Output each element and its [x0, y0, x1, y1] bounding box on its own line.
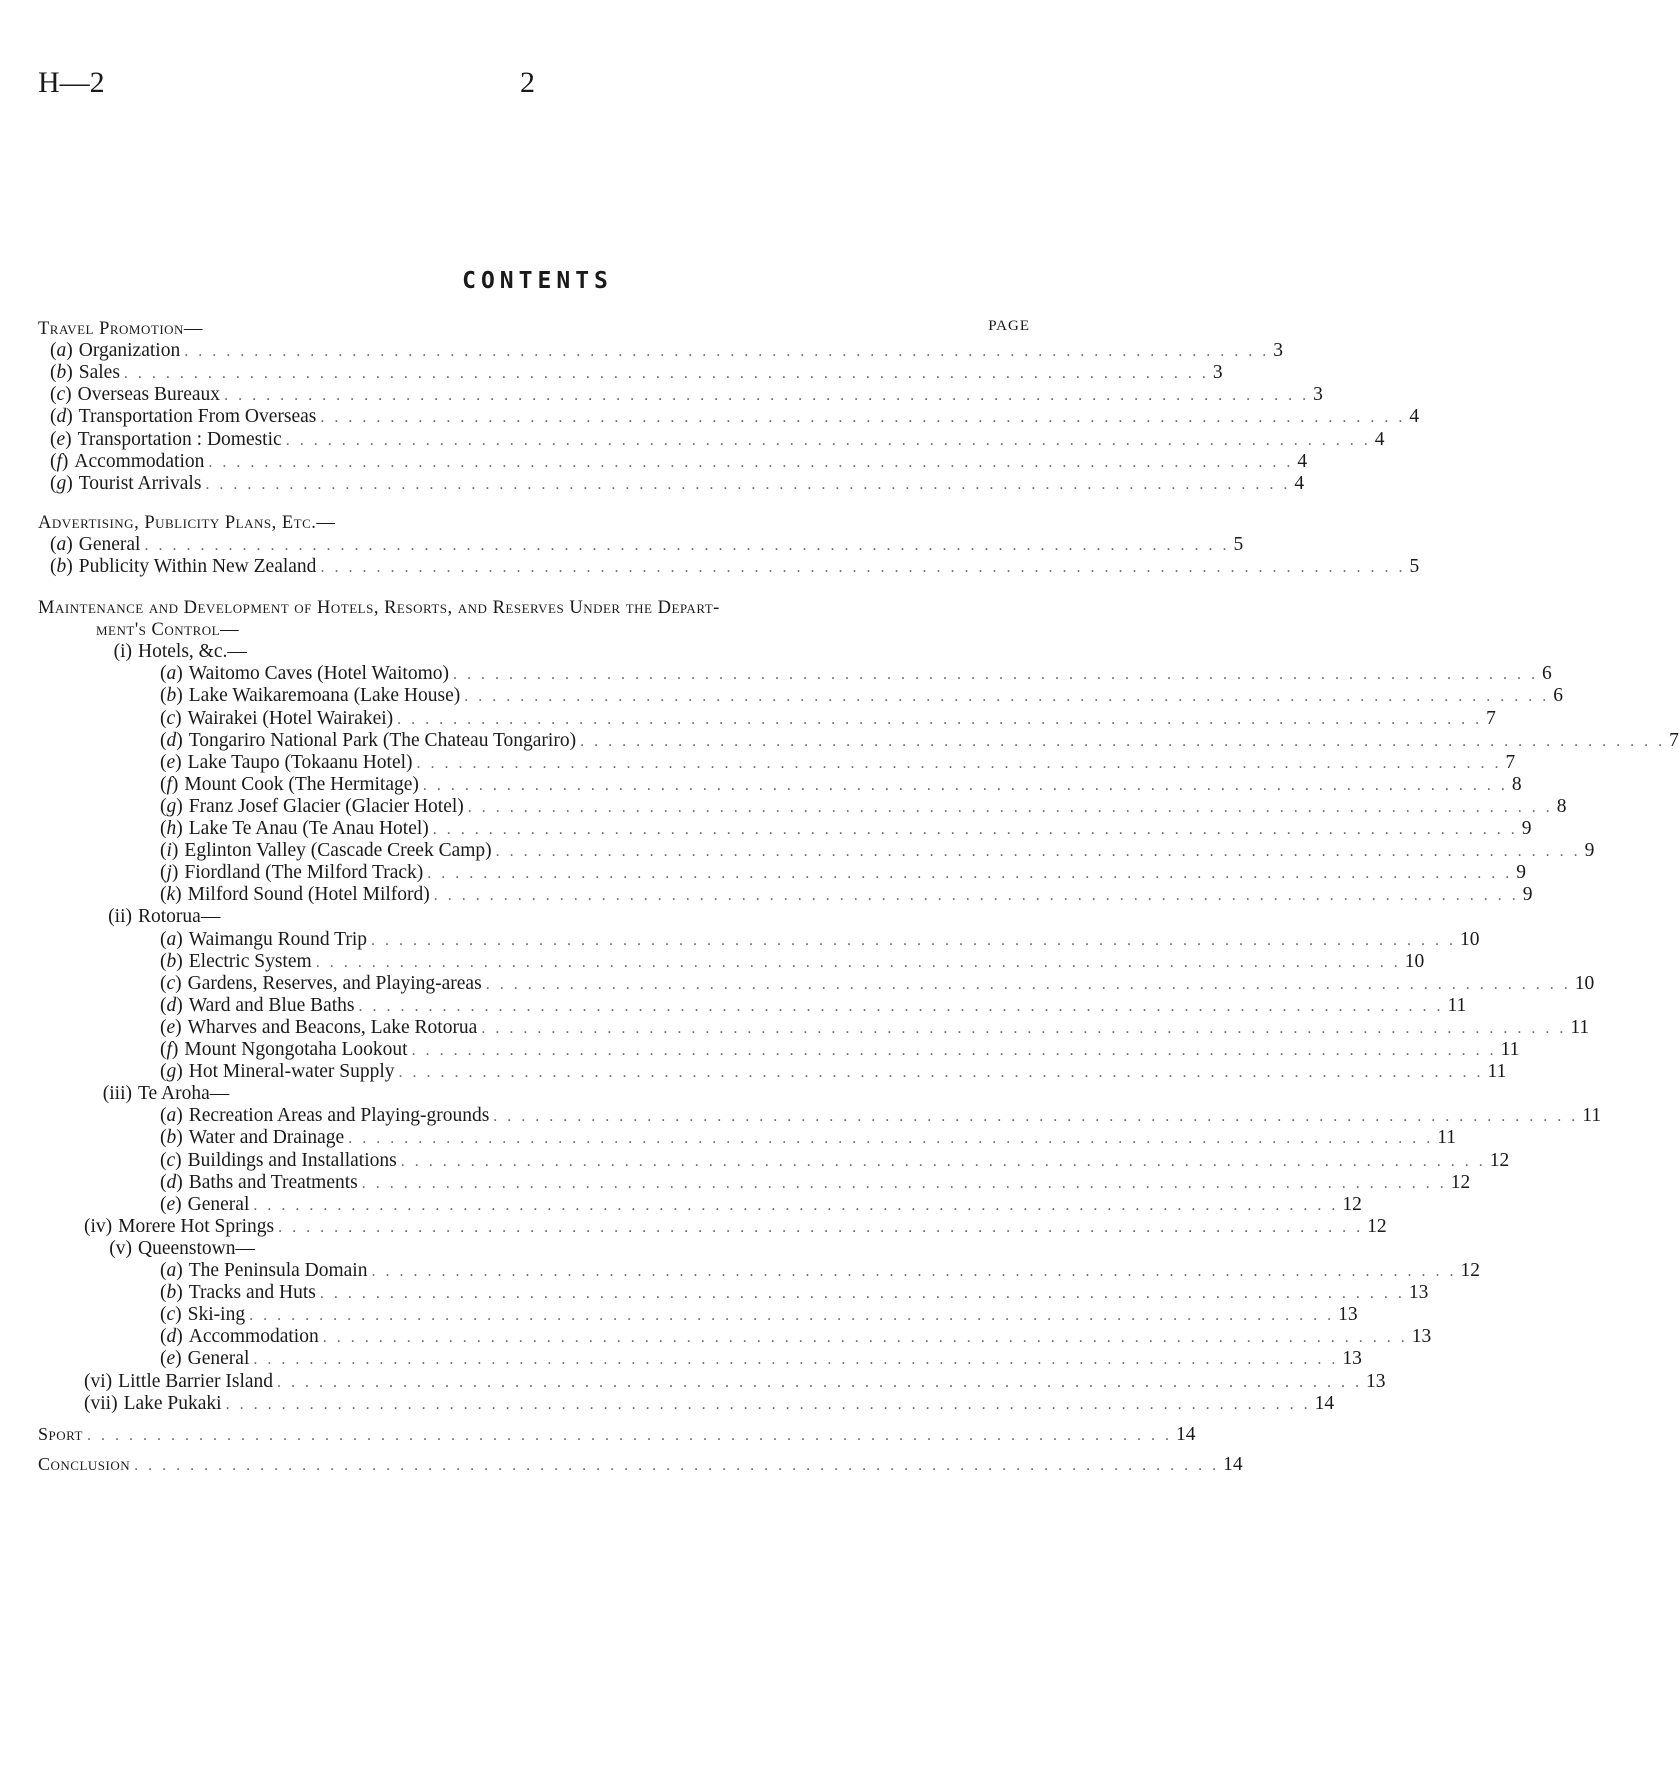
- group-numeral: (i): [113, 641, 132, 663]
- toc-entry: [160, 1260, 1480, 1282]
- entry-letter: (a): [160, 1105, 183, 1127]
- entry-label: Lake Te Anau (Te Anau Hotel): [188, 818, 429, 839]
- entry-label: Transportation : Domestic: [77, 428, 282, 450]
- entry-letter: (a): [50, 534, 73, 556]
- toc-entry: [160, 884, 1533, 906]
- toc-group: [84, 1083, 1032, 1105]
- group-numeral: (vii): [84, 1392, 118, 1414]
- entry-letter: (b): [50, 362, 73, 384]
- entry-letter: (b): [160, 950, 183, 972]
- entry-label: Lake Waikaremoana (Lake House): [188, 685, 461, 707]
- leader-dots: . . . . . . . . . . . . . . . . . . . . . . . . . . . . . . . . . . . . . . . . . . . . . . . . . . . . . . . . . . . . . . . . . . . . . . . . . . . . . .: [225, 1395, 1311, 1413]
- leader-dots: . . . . . . . . . . . . . . . . . . . . . . . . . . . . . . . . . . . . . . . . . . . . . . . . . . . . . . . . . . . . . . . . . . . . . . . . . . . . . .: [411, 1042, 1497, 1059]
- leader-dots: . . . . . . . . . . . . . . . . . . . . . . . . . . . . . . . . . . . . . . . . . . . . . . . . . . . . . . . . . . . . . . . . . . . . . . . . . . . . . .: [134, 1456, 1220, 1474]
- entry-page-number: 10: [1460, 928, 1480, 950]
- entry-label: Conclusion: [38, 1453, 131, 1474]
- entry-label: Sport: [38, 1423, 83, 1444]
- entry-label: Tongariro National Park (The Chateau Tongariro): [188, 729, 577, 751]
- toc-group: [84, 1370, 1386, 1393]
- entry-label: Gardens, Reserves, and Playing-areas: [187, 972, 482, 994]
- entry-label: Water and Drainage: [188, 1127, 345, 1149]
- section-heading-maintenance: [38, 597, 720, 641]
- entry-letter: (g): [50, 472, 73, 494]
- entry-page-number: 4: [1297, 450, 1308, 472]
- toc-entry: [160, 1193, 1362, 1216]
- leader-dots: . . . . . . . . . . . . . . . . . . . . . . . . . . . . . . . . . . . . . . . . . . . . . . . . . . . . . . . . . . . . . . . . . . . . . . . . . . . . . .: [285, 431, 1371, 449]
- toc-entry: [160, 795, 1567, 818]
- leader-dots: . . . . . . . . . . . . . . . . . . . . . . . . . . . . . . . . . . . . . . . . . . . . . . . . . . . . . . . . . . . . . . . . . . . . . . . . . . . . . .: [358, 997, 1444, 1015]
- entry-label: Lake Taupo (Tokaanu Hotel): [187, 751, 413, 773]
- entry-page-number: 3: [1273, 340, 1283, 362]
- entry-label: Transportation From Overseas: [78, 406, 317, 428]
- toc-group: [84, 1215, 1387, 1238]
- leader-dots: . . . . . . . . . . . . . . . . . . . . . . . . . . . . . . . . . . . . . . . . . . . . . . . . . . . . . . . . . . . . . . . . . . . . . . . . . . . . . .: [453, 666, 1538, 684]
- entry-page-number: 7: [1486, 707, 1496, 729]
- leader-dots: . . . . . . . . . . . . . . . . . . . . . . . . . . . . . . . . . . . . . . . . . . . . . . . . . . . . . . . . . . . . . . . . . . . . . . . . . . . . . .: [123, 365, 1209, 383]
- toc-entry-sport: [38, 1423, 1196, 1445]
- leader-dots: . . . . . . . . . . . . . . . . . . . . . . . . . . . . . . . . . . . . . . . . . . . . . . . . . . . . . . . . . . . . . . . . . . . . . . . . . . . . . .: [278, 1218, 1364, 1236]
- leader-dots: . . . . . . . . . . . . . . . . . . . . . . . . . . . . . . . . . . . . . . . . . . . . . . . . . . . . . . . . . . . . . . . . . . . . . . . . . . . . . .: [86, 1426, 1172, 1444]
- toc-entry: [160, 663, 1552, 685]
- entry-label: Organization: [78, 340, 181, 362]
- entry-page-number: 9: [1522, 884, 1533, 906]
- entry-letter: (a): [160, 928, 183, 950]
- entry-letter: (c): [50, 384, 72, 406]
- leader-dots: . . . . . . . . . . . . . . . . . . . . . . . . . . . . . . . . . . . . . . . . . . . . . . . . . . . . . . . . . . . . . . . . . . . . . . . . . . . . . .: [493, 1108, 1579, 1126]
- entry-page-number: 4: [1374, 428, 1385, 450]
- leader-dots: . . . . . . . . . . . . . . . . . . . . . . . . . . . . . . . . . . . . . . . . . . . . . . . . . . . . . . . . . . . . . . . . . . . . . . . . . . . . . .: [224, 387, 1310, 405]
- section-heading-travel-promotion: Travel Promotion—: [38, 319, 203, 339]
- entry-label: Mount Ngongotaha Lookout: [184, 1039, 408, 1060]
- entry-label: Wharves and Beacons, Lake Rotorua: [187, 1016, 478, 1038]
- leader-dots: . . . . . . . . . . . . . . . . . . . . . . . . . . . . . . . . . . . . . . . . . . . . . . . . . . . . . . . . . . . . . . . . . . . . . . . . . . . . . .: [277, 1373, 1363, 1391]
- page-column-label: PAGE: [988, 318, 1030, 334]
- leader-dots: . . . . . . . . . . . . . . . . . . . . . . . . . . . . . . . . . . . . . . . . . . . . . . . . . . . . . . . . . . . . . . . . . . . . . . . . . . . . . .: [427, 865, 1513, 883]
- entry-page-number: 12: [1460, 1260, 1480, 1281]
- toc-entry: [160, 1016, 1590, 1039]
- entry-letter: (d): [50, 406, 73, 428]
- toc-entry: [160, 685, 1563, 707]
- entry-letter: (k): [160, 884, 182, 906]
- toc-entry: [160, 1149, 1510, 1172]
- entry-page-number: 13: [1342, 1348, 1362, 1370]
- heading-line: Maintenance and Development of Hotels, Resorts, and Reserves Under the Depart-: [38, 598, 720, 618]
- entry-label: Hot Mineral-water Supply: [188, 1061, 395, 1083]
- entry-page-number: 8: [1556, 795, 1567, 817]
- entry-letter: (d): [160, 994, 183, 1016]
- entry-page-number: 8: [1511, 773, 1522, 795]
- entry-letter: (e): [160, 751, 182, 773]
- group-numeral: (iii): [102, 1083, 132, 1105]
- entry-letter: (b): [160, 1282, 183, 1304]
- entry-letter: (a): [160, 1260, 183, 1281]
- leader-dots: . . . . . . . . . . . . . . . . . . . . . . . . . . . . . . . . . . . . . . . . . . . . . . . . . . . . . . . . . . . . . . . . . . . . . . . . . . . . . .: [253, 1196, 1339, 1214]
- leader-dots: . . . . . . . . . . . . . . . . . . . . . . . . . . . . . . . . . . . . . . . . . . . . . . . . . . . . . . . . . . . . . . . . . . . . . . . . . . . . . .: [400, 1152, 1486, 1170]
- entry-letter: (h): [160, 818, 183, 839]
- leader-dots: . . . . . . . . . . . . . . . . . . . . . . . . . . . . . . . . . . . . . . . . . . . . . . . . . . . . . . . . . . . . . . . . . . . . . . . . . . . . . .: [464, 688, 1550, 706]
- entry-page-number: 12: [1489, 1149, 1510, 1171]
- toc-entry: [160, 773, 1522, 796]
- leader-dots: . . . . . . . . . . . . . . . . . . . . . . . . . . . . . . . . . . . . . . . . . . . . . . . . . . . . . . . . . . . . . . . . . . . . . . . . . . . . . .: [397, 710, 1483, 728]
- entry-letter: (i): [160, 840, 179, 862]
- entry-page-number: 14: [1175, 1423, 1196, 1445]
- toc-entry: [160, 950, 1425, 973]
- leader-dots: . . . . . . . . . . . . . . . . . . . . . . . . . . . . . . . . . . . . . . . . . . . . . . . . . . . . . . . . . . . . . . . . . . . . . . . . . . . . . .: [485, 975, 1571, 993]
- entry-page-number: 13: [1338, 1304, 1358, 1326]
- entry-page-number: 11: [1582, 1105, 1602, 1127]
- group-numeral: (vi): [84, 1370, 113, 1392]
- entry-letter: (a): [50, 340, 73, 362]
- entry-letter: (g): [160, 1061, 183, 1083]
- leader-dots: . . . . . . . . . . . . . . . . . . . . . . . . . . . . . . . . . . . . . . . . . . . . . . . . . . . . . . . . . . . . . . . . . . . . . . . . . . . . . .: [208, 453, 1294, 471]
- entry-page-number: 3: [1212, 362, 1223, 384]
- entry-page-number: 13: [1408, 1282, 1429, 1304]
- entry-letter: (e): [50, 428, 72, 450]
- entry-page-number: 9: [1584, 840, 1595, 862]
- group-numeral: (ii): [108, 906, 132, 928]
- entry-page-number: 12: [1450, 1171, 1471, 1193]
- toc-entry: [160, 972, 1595, 995]
- entry-page-number: 13: [1366, 1370, 1386, 1392]
- entry-label: Eglinton Valley (Cascade Creek Camp): [184, 840, 492, 862]
- group-numeral: (v): [109, 1237, 132, 1259]
- toc-entry: [160, 818, 1532, 840]
- entry-page-number: 9: [1521, 818, 1532, 839]
- entry-label: Electric System: [188, 950, 312, 972]
- leader-dots: . . . . . . . . . . . . . . . . . . . . . . . . . . . . . . . . . . . . . . . . . . . . . . . . . . . . . . . . . . . . . . . . . . . . . . . . . . . . . .: [371, 1263, 1457, 1280]
- entry-letter: (d): [160, 1171, 183, 1193]
- entry-letter: (a): [160, 663, 183, 685]
- leader-dots: . . . . . . . . . . . . . . . . . . . . . . . . . . . . . . . . . . . . . . . . . . . . . . . . . . . . . . . . . . . . . . . . . . . . . . . . . . . . . .: [315, 953, 1401, 971]
- entry-letter: (c): [160, 972, 182, 994]
- entry-page-number: 11: [1447, 994, 1467, 1016]
- entry-letter: (f): [160, 1039, 179, 1060]
- entry-letter: (j): [160, 862, 179, 884]
- entry-label: Franz Josef Glacier (Glacier Hotel): [188, 795, 464, 817]
- leader-dots: . . . . . . . . . . . . . . . . . . . . . . . . . . . . . . . . . . . . . . . . . . . . . . . . . . . . . . . . . . . . . . . . . . . . . . . . . . . . . .: [320, 559, 1406, 577]
- toc-entry: [160, 928, 1480, 951]
- leader-dots: . . . . . . . . . . . . . . . . . . . . . . . . . . . . . . . . . . . . . . . . . . . . . . . . . . . . . . . . . . . . . . . . . . . . . . . . . . . . . .: [348, 1130, 1434, 1148]
- entry-letter: (e): [160, 1193, 182, 1215]
- leader-dots: . . . . . . . . . . . . . . . . . . . . . . . . . . . . . . . . . . . . . . . . . . . . . . . . . . . . . . . . . . . . . . . . . . . . . . . . . . . . . .: [361, 1174, 1447, 1192]
- entry-letter: (b): [50, 556, 73, 578]
- toc-entry: [160, 840, 1595, 862]
- entry-label: Rotorua—: [138, 906, 221, 928]
- entry-label: General: [78, 534, 141, 556]
- entry-page-number: 11: [1570, 1016, 1590, 1038]
- entry-label: Ski-ing: [187, 1304, 246, 1326]
- toc-entry: [50, 534, 1244, 556]
- entry-label: Lake Pukaki: [123, 1392, 222, 1414]
- page-number: 2: [520, 66, 535, 99]
- leader-dots: . . . . . . . . . . . . . . . . . . . . . . . . . . . . . . . . . . . . . . . . . . . . . . . . . . . . . . . . . . . . . . . . . . . . . . . . . . . . . .: [322, 1329, 1408, 1347]
- entry-label: Tracks and Huts: [188, 1282, 316, 1304]
- entry-label: Tourist Arrivals: [78, 472, 202, 494]
- leader-dots: . . . . . . . . . . . . . . . . . . . . . . . . . . . . . . . . . . . . . . . . . . . . . . . . . . . . . . . . . . . . . . . . . . . . . . . . . . . . . .: [398, 1064, 1484, 1082]
- entry-label: Accommodation: [188, 1326, 319, 1348]
- entry-page-number: 6: [1542, 663, 1552, 685]
- leader-dots: . . . . . . . . . . . . . . . . . . . . . . . . . . . . . . . . . . . . . . . . . . . . . . . . . . . . . . . . . . . . . . . . . . . . . . . . . . . . . .: [467, 798, 1553, 816]
- toc-entry: [160, 1061, 1507, 1083]
- toc-entry: [50, 556, 1420, 578]
- entry-label: Baths and Treatments: [188, 1171, 358, 1193]
- toc-entry: [50, 384, 1323, 406]
- toc-group: [84, 906, 1032, 928]
- leader-dots: . . . . . . . . . . . . . . . . . . . . . . . . . . . . . . . . . . . . . . . . . . . . . . . . . . . . . . . . . . . . . . . . . . . . . . . . . . . . . .: [432, 821, 1518, 838]
- leader-dots: . . . . . . . . . . . . . . . . . . . . . . . . . . . . . . . . . . . . . . . . . . . . . . . . . . . . . . . . . . . . . . . . . . . . . . . . . . . . . .: [320, 409, 1406, 427]
- entry-label: Morere Hot Springs: [118, 1215, 275, 1237]
- entry-label: Waimangu Round Trip: [188, 928, 368, 950]
- entry-label: Ward and Blue Baths: [188, 994, 355, 1016]
- entry-label: Buildings and Installations: [187, 1149, 397, 1171]
- entry-page-number: 9: [1516, 862, 1527, 884]
- toc-entry: [50, 362, 1223, 384]
- toc-entry: [50, 450, 1308, 473]
- toc-entry: [160, 862, 1527, 884]
- entry-page-number: 12: [1367, 1215, 1387, 1237]
- entry-label: Sales: [78, 362, 120, 384]
- page-header-code: H—2: [38, 66, 105, 99]
- toc-entry: [50, 406, 1420, 428]
- entry-letter: (f): [50, 450, 69, 472]
- leader-dots: . . . . . . . . . . . . . . . . . . . . . . . . . . . . . . . . . . . . . . . . . . . . . . . . . . . . . . . . . . . . . . . . . . . . . . . . . . . . . .: [495, 843, 1581, 861]
- entry-page-number: 7: [1505, 751, 1516, 773]
- entry-page-number: 7: [1669, 729, 1679, 751]
- toc-entry: [160, 1105, 1602, 1127]
- entry-label: General: [187, 1348, 250, 1370]
- entry-page-number: 10: [1404, 950, 1425, 972]
- entry-page-number: 11: [1437, 1127, 1456, 1149]
- entry-letter: (g): [160, 795, 183, 817]
- entry-letter: (e): [160, 1348, 182, 1370]
- entry-letter: (b): [160, 685, 183, 707]
- leader-dots: . . . . . . . . . . . . . . . . . . . . . . . . . . . . . . . . . . . . . . . . . . . . . . . . . . . . . . . . . . . . . . . . . . . . . . . . . . . . . .: [416, 754, 1502, 772]
- leader-dots: . . . . . . . . . . . . . . . . . . . . . . . . . . . . . . . . . . . . . . . . . . . . . . . . . . . . . . . . . . . . . . . . . . . . . . . . . . . . . .: [580, 732, 1666, 750]
- toc-entry: [160, 707, 1496, 730]
- leader-dots: . . . . . . . . . . . . . . . . . . . . . . . . . . . . . . . . . . . . . . . . . . . . . . . . . . . . . . . . . . . . . . . . . . . . . . . . . . . . . .: [205, 475, 1291, 493]
- entry-letter: (f): [160, 773, 179, 795]
- entry-page-number: 14: [1314, 1392, 1335, 1414]
- toc-entry: [160, 1127, 1456, 1149]
- toc-entry: [160, 1348, 1362, 1370]
- toc-entry: [160, 1039, 1520, 1061]
- leader-dots: . . . . . . . . . . . . . . . . . . . . . . . . . . . . . . . . . . . . . . . . . . . . . . . . . . . . . . . . . . . . . . . . . . . . . . . . . . . . . .: [253, 1351, 1339, 1369]
- entry-label: General: [187, 1193, 250, 1215]
- entry-letter: (c): [160, 1304, 182, 1326]
- entry-page-number: 6: [1553, 685, 1563, 707]
- toc-entry: [160, 1171, 1471, 1194]
- entry-page-number: 12: [1342, 1193, 1362, 1215]
- toc-group: [84, 1392, 1335, 1415]
- entry-label: Wairakei (Hotel Wairakei): [187, 707, 394, 729]
- toc-group: [84, 641, 1032, 663]
- leader-dots: . . . . . . . . . . . . . . . . . . . . . . . . . . . . . . . . . . . . . . . . . . . . . . . . . . . . . . . . . . . . . . . . . . . . . . . . . . . . . .: [249, 1307, 1335, 1325]
- entry-label: Fiordland (The Milford Track): [184, 862, 424, 884]
- entry-label: Milford Sound (Hotel Milford): [187, 884, 430, 906]
- entry-letter: (b): [160, 1127, 183, 1149]
- toc-entry: [160, 751, 1516, 774]
- heading-line: ment's Control—: [96, 620, 240, 640]
- toc-entry: [50, 340, 1283, 362]
- leader-dots: . . . . . . . . . . . . . . . . . . . . . . . . . . . . . . . . . . . . . . . . . . . . . . . . . . . . . . . . . . . . . . . . . . . . . . . . . . . . . .: [184, 343, 1270, 361]
- toc-entry: [160, 1326, 1432, 1348]
- entry-page-number: 10: [1574, 972, 1595, 994]
- entry-letter: (d): [160, 729, 183, 751]
- entry-page-number: 11: [1500, 1039, 1520, 1060]
- toc-entry: [160, 1282, 1429, 1304]
- entry-letter: (c): [160, 1149, 182, 1171]
- entry-label: Hotels, &c.—: [138, 641, 247, 663]
- entry-label: Publicity Within New Zealand: [78, 556, 317, 578]
- entry-label: The Peninsula Domain: [188, 1260, 368, 1281]
- leader-dots: . . . . . . . . . . . . . . . . . . . . . . . . . . . . . . . . . . . . . . . . . . . . . . . . . . . . . . . . . . . . . . . . . . . . . . . . . . . . . .: [481, 1019, 1567, 1037]
- entry-page-number: 4: [1409, 406, 1420, 428]
- toc-entry: [160, 729, 1679, 752]
- entry-page-number: 3: [1313, 384, 1323, 406]
- group-numeral: (iv): [84, 1215, 113, 1237]
- toc-entry: [160, 1304, 1358, 1326]
- entry-label: Recreation Areas and Playing-grounds: [188, 1105, 490, 1127]
- entry-label: Overseas Bureaux: [77, 384, 221, 406]
- leader-dots: . . . . . . . . . . . . . . . . . . . . . . . . . . . . . . . . . . . . . . . . . . . . . . . . . . . . . . . . . . . . . . . . . . . . . . . . . . . . . .: [319, 1285, 1405, 1303]
- entry-label: Little Barrier Island: [118, 1370, 274, 1392]
- entry-page-number: 14: [1223, 1453, 1243, 1475]
- toc-entry-conclusion: [38, 1453, 1243, 1475]
- entry-label: Mount Cook (The Hermitage): [184, 773, 419, 795]
- entry-page-number: 4: [1294, 472, 1305, 494]
- toc-entry: [50, 428, 1385, 451]
- entry-letter: (d): [160, 1326, 183, 1348]
- section-heading-advertising: Advertising, Publicity Plans, Etc.—: [38, 513, 336, 533]
- leader-dots: . . . . . . . . . . . . . . . . . . . . . . . . . . . . . . . . . . . . . . . . . . . . . . . . . . . . . . . . . . . . . . . . . . . . . . . . . . . . . .: [371, 931, 1457, 949]
- entry-label: Queenstown—: [138, 1237, 255, 1259]
- toc-entry: [160, 994, 1467, 1017]
- entry-page-number: 5: [1409, 556, 1420, 578]
- entry-label: Accommodation: [74, 450, 205, 472]
- toc-group: [84, 1238, 1032, 1260]
- toc-entry: [50, 472, 1305, 495]
- entry-page-number: 13: [1411, 1326, 1432, 1348]
- entry-label: Te Aroha—: [138, 1083, 230, 1105]
- entry-letter: (c): [160, 707, 182, 729]
- leader-dots: . . . . . . . . . . . . . . . . . . . . . . . . . . . . . . . . . . . . . . . . . . . . . . . . . . . . . . . . . . . . . . . . . . . . . . . . . . . . . .: [144, 537, 1230, 555]
- entry-label: Waitomo Caves (Hotel Waitomo): [188, 663, 449, 685]
- entry-page-number: 11: [1487, 1061, 1507, 1083]
- entry-letter: (e): [160, 1016, 182, 1038]
- leader-dots: . . . . . . . . . . . . . . . . . . . . . . . . . . . . . . . . . . . . . . . . . . . . . . . . . . . . . . . . . . . . . . . . . . . . . . . . . . . . . .: [422, 776, 1508, 794]
- entry-page-number: 5: [1233, 534, 1244, 556]
- contents-title: CONTENTS: [462, 268, 613, 294]
- leader-dots: . . . . . . . . . . . . . . . . . . . . . . . . . . . . . . . . . . . . . . . . . . . . . . . . . . . . . . . . . . . . . . . . . . . . . . . . . . . . . .: [433, 887, 1519, 905]
